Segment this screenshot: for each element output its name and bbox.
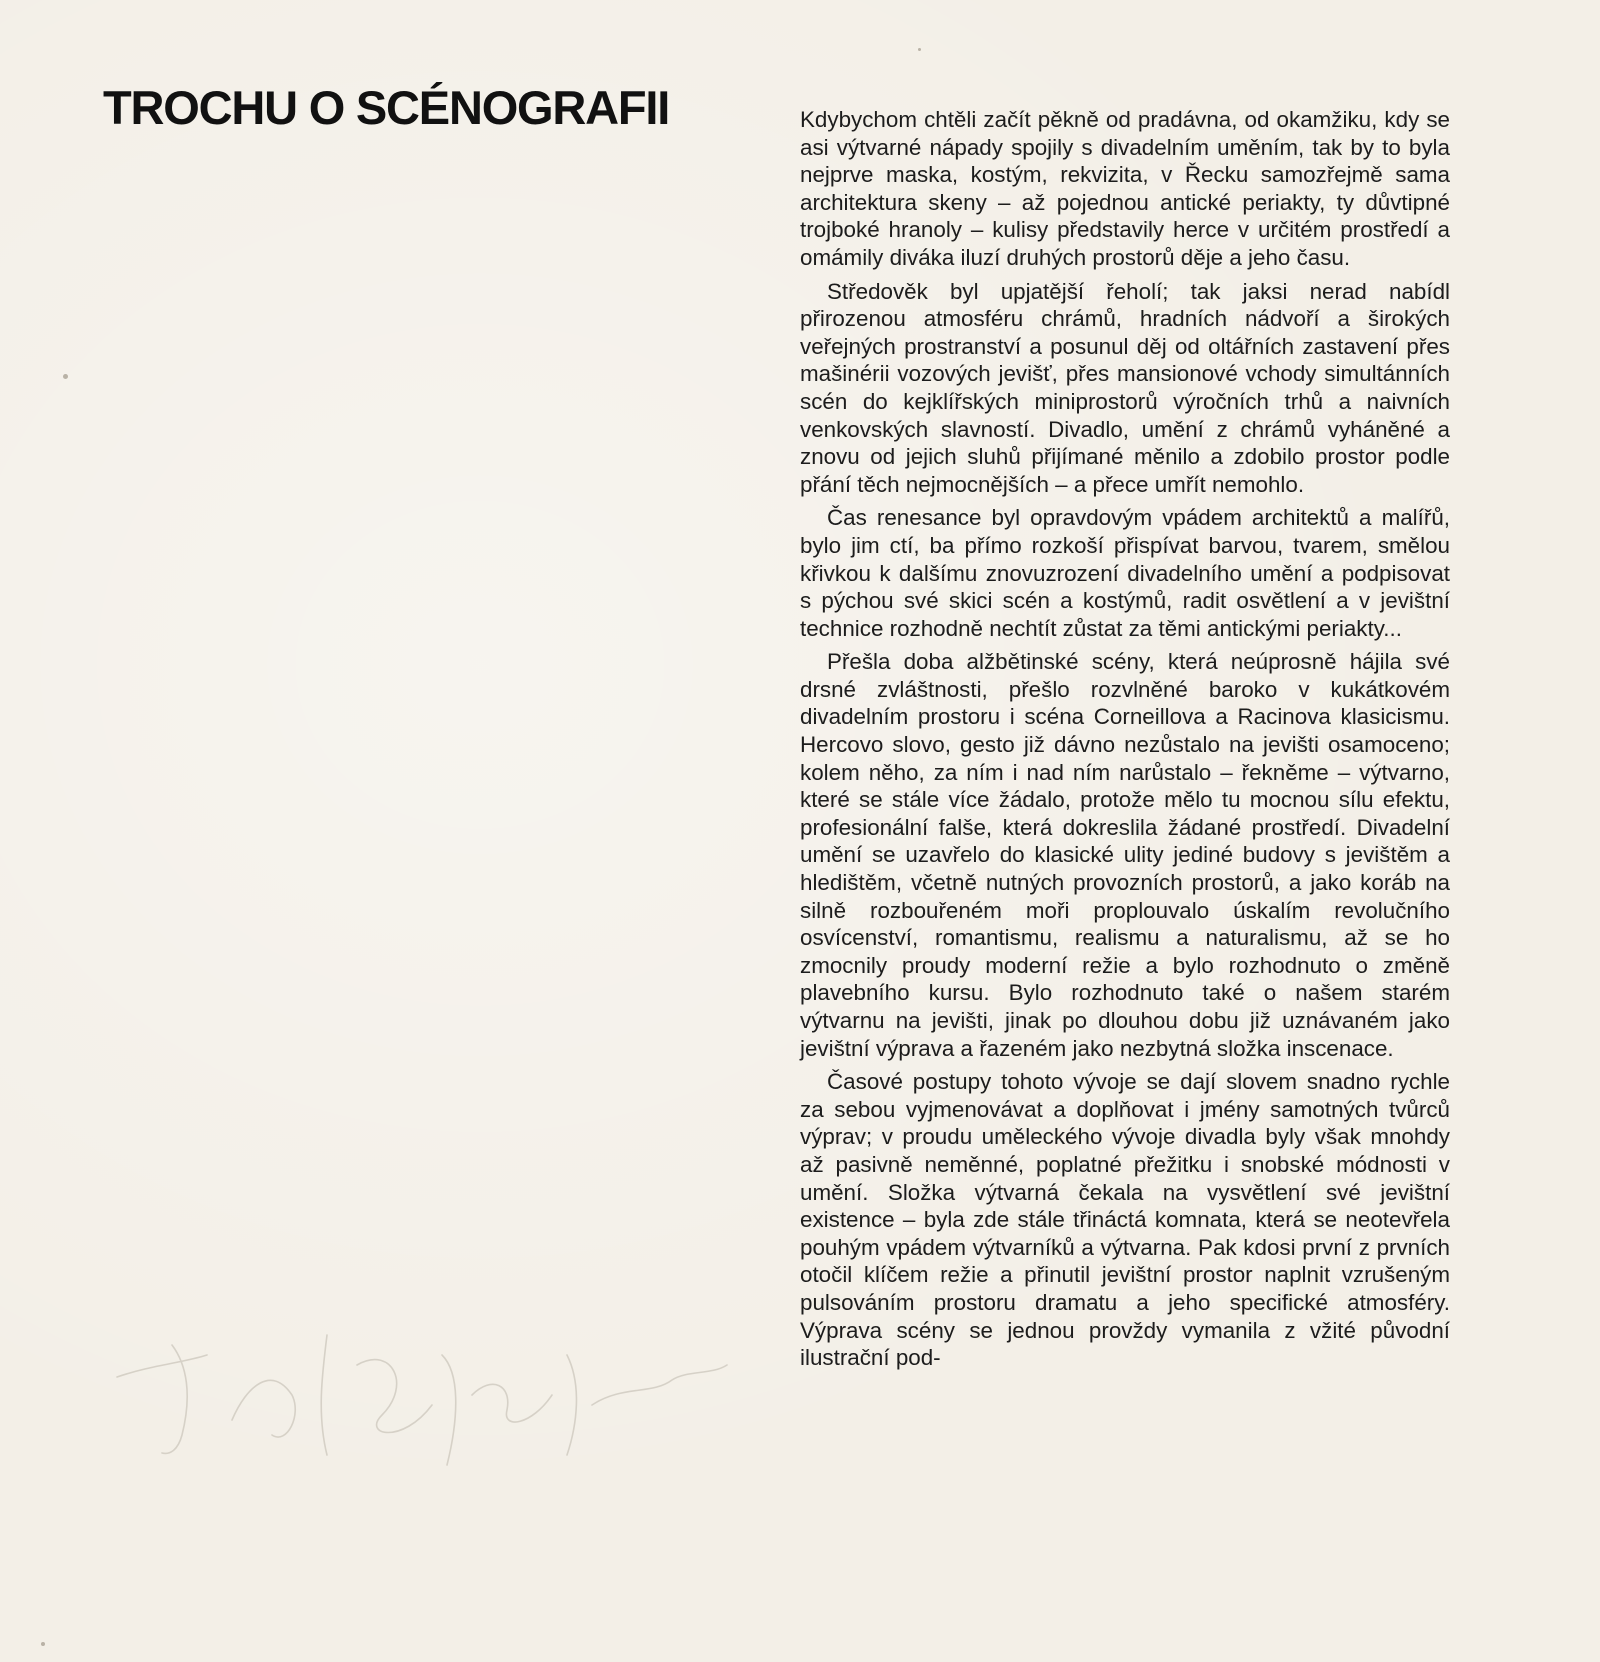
paper-speck (918, 48, 921, 51)
faint-signature-bleedthrough (112, 1325, 732, 1475)
paper-speck (41, 1642, 45, 1646)
page-title: TROCHU O SCÉNOGRAFII (103, 81, 670, 134)
paragraph-modern-direction: Časové postupy tohoto vývoje se dají slovem snadno rychle za sebou vyjmenovávat a doplňovat i jmény samotných tvůrců výprav; v proudu uměleckého vývoje divadla byly však mnohdy až pasivně neměnné, poplatné přežitku i snobské módnosti v umění. Složka výtvarná čekala na vysvětlení své jevištní existence – byla zde stále třináctá komnata, která se neotevřela pouhým vpádem výtvarníků a výtvarna. Pak kdosi první z prvních otočil klíčem režie a přinutil jevištní prostor naplnit vzrušeným pulsováním prostoru dramatu a jeho specifické atmosféry. Výprava scény se jednou provždy vymanila z vžité původní ilustrační pod- (800, 1069, 1450, 1371)
paper-speck (63, 374, 68, 379)
article-body (800, 106, 1450, 1378)
paragraph-renaissance: Čas renesance byl opravdovým vpádem architektů a malířů, bylo jim ctí, ba přímo rozkoší přispívat barvou, tvarem, smělou křivkou k dalšímu znovuzrození divadelního umění a podpisovat s pýchou své skici scén a kostýmů, radit osvětlení a v jevištní technice rozhodně nechtít zůstat za těmi antickými periakty... (800, 505, 1450, 641)
paragraph-antiquity: Kdybychom chtěli začít pěkně od pradávna, od okamžiku, kdy se asi výtvarné nápady spojily s divadelním uměním, tak by to byla nejprve maska, kostým, rekvizita, v Řecku samozřejmě sama architektura skeny – až pojednou antické periakty, ty důvtipné trojboké hranoly – kulisy představily herce v určitém prostředí a omámily diváka iluzí druhých prostorů děje a jeho času. (800, 107, 1450, 270)
paragraph-middle-ages: Středověk byl upjatější řeholí; tak jaksi nerad nabídl přirozenou atmosféru chrámů, hradních nádvoří a širokých veřejných prostranství a posunul děj od oltářních zastavení přes mašinérii vozových jevišť, přes mansionové vchody simultánních scén do kejklířských miniprostorů výročních trhů a naivních venkovských slavností. Divadlo, umění z chrámů vyháněné a znovu od jejich sluhů přijímané měnilo a zdobilo prostor podle přání těch nejmocnějších – a přece umřít nemohlo. (800, 278, 1450, 497)
paragraph-baroque-classicism: Přešla doba alžbětinské scény, která neúprosně hájila své drsné zvláštnosti, přešlo rozvlněné baroko v kukátkovém divadelním prostoru i scéna Corneillova a Racinova klasicismu. Hercovo slovo, gesto již dávno nezůstalo na jevišti osamoceno; kolem něho, za ním i nad ním narůstalo – řekněme – výtvarno, které se stále více žádalo, protože mělo tu mocnou sílu efektu, profesionální falše, která dokreslila žádané prostředí. Divadelní umění se uzavřelo do klasické ulity jediné budovy s jevištěm a hledištěm, včetně nutných provozních prostorů, a jako koráb na silně rozbouřeném moři proplouvalo úskalím revolučního osvícenství, romantismu, realismu a naturalismu, až se ho zmocnily proudy moderní režie a bylo rozhodnuto o změně plavebního kursu. Bylo rozhodnuto také o našem starém výtvarnu na jevišti, jinak po dlouhou dobu již uznávaném jako jevištní výprava a řazeném jako nezbytná složka inscenace. (800, 649, 1450, 1061)
